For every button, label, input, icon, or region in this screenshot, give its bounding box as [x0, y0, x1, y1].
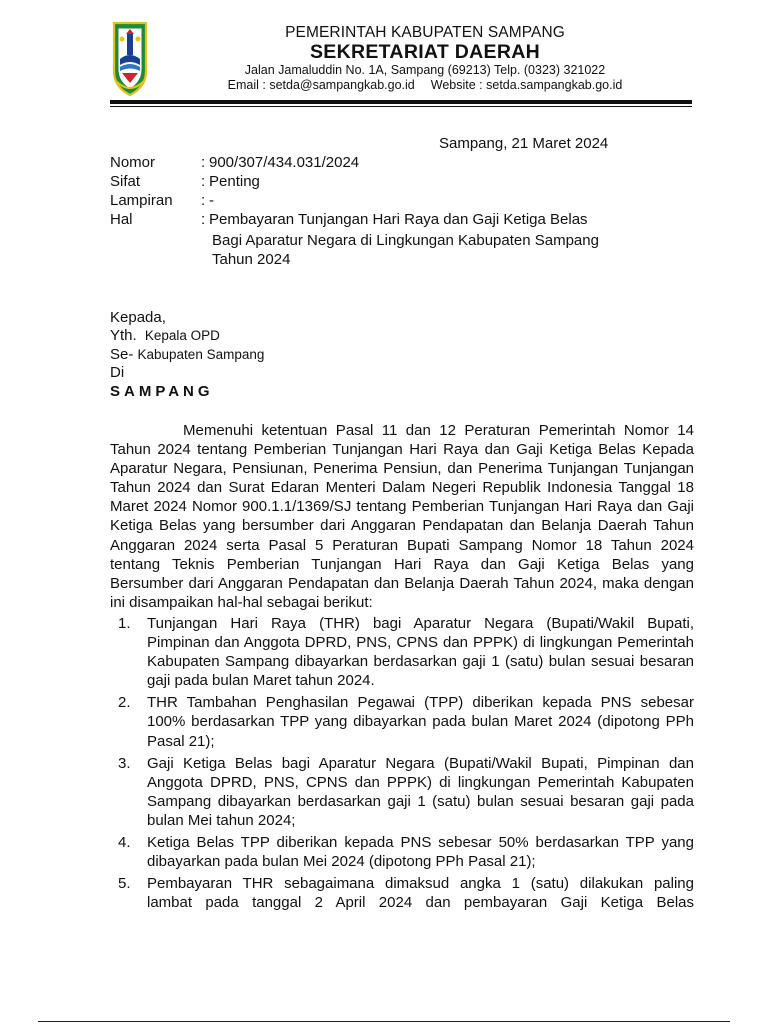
- recipient-name: Kepala OPD: [144, 328, 220, 343]
- hal-label: Hal: [110, 211, 133, 228]
- recipient-yth: [110, 326, 220, 345]
- page-bottom-edge: [38, 1021, 730, 1022]
- list-item: [110, 693, 694, 750]
- list-item-line: Gaji Ketiga Belas bagi Aparatur Negara (Bupati/Wakil Bupati, Pimpinan dan: [147, 754, 694, 772]
- intro-line: Tahun 2024 dan Surat Edaran Menteri Dalam Negeri Republik Indonesia Tanggal 18: [110, 479, 694, 497]
- lampiran-colon: :: [201, 192, 206, 209]
- list-item-line: Pasal 21);: [147, 732, 215, 750]
- recipient-region: Kabupaten Sampang: [137, 347, 265, 362]
- sifat-colon: :: [201, 173, 206, 190]
- list-item-line: bulan Mei tahun 2024;: [147, 811, 296, 829]
- sifat-value: Penting: [209, 173, 260, 190]
- recipient-kepada: Kepada,: [110, 309, 166, 326]
- list-item-line: Sampang dibayarkan berdasarkan gaji 1 (satu) bulan sesuai besaran gaji pada: [147, 792, 694, 810]
- letterhead-website: Website : setda.sampangkab.go.id: [430, 78, 623, 92]
- intro-line: ini disampaikan hal-hal sebagai berikut:: [110, 593, 373, 611]
- intro-line: Bersumber dari Anggaran Pendapatan dan Belanja Daerah Tahun 2024, maka dengan: [110, 574, 694, 592]
- lampiran-label: Lampiran: [110, 192, 173, 209]
- lampiran-value: -: [209, 192, 214, 209]
- intro-paragraph: [110, 421, 694, 612]
- intro-line: Aparatur Negara, Pensiunan, Penerima Pensiun, dan Penerima Tunjangan Tunjangan: [110, 460, 694, 478]
- letterhead-divider-thin: [110, 106, 692, 107]
- intro-line: Maret 2024 Nomor 900.1.1/1369/SJ tentang Pemberian Tunjangan Hari Raya dan Gaji: [110, 498, 694, 516]
- list-item-number: 3.: [118, 754, 131, 772]
- intro-line: tentang Teknis Pemberian Tunjangan Hari Raya dan Gaji Ketiga Belas yang: [110, 555, 694, 573]
- recipient-city: SAMPANG: [110, 383, 214, 400]
- letterhead-address: Jalan Jamaluddin No. 1A, Sampang (69213) Telp. (0323) 321022: [244, 63, 606, 77]
- intro-line: Ketiga Belas yang bersumber dari Anggaran Pendapatan dan Belanja Daerah Tahun: [110, 517, 694, 535]
- intro-line: Tahun 2024 tentang Pemberian Tunjangan Hari Raya dan Gaji Ketiga Belas Kepada: [110, 441, 694, 459]
- letterhead-divider-thick: [110, 100, 692, 104]
- list-item-number: 4.: [118, 834, 131, 852]
- list-item: [110, 614, 694, 690]
- letterhead-government-name: PEMERINTAH KABUPATEN SAMPANG: [285, 24, 565, 41]
- list-item-number: 2.: [118, 694, 131, 712]
- sifat-label: Sifat: [110, 173, 141, 190]
- intro-line: Anggaran 2024 serta Pasal 5 Peraturan Bupati Sampang Nomor 18 Tahun 2024: [110, 536, 694, 554]
- kabupaten-sampang-emblem-icon: [112, 21, 148, 97]
- list-item-line: Pimpinan dan Anggota DPRD, PNS, CPNS dan PPPK) di lingkungan Pemerintah: [147, 634, 694, 652]
- hal-subject-line: Bagi Aparatur Negara di Lingkungan Kabupaten Sampang: [212, 232, 599, 249]
- nomor-colon: :: [201, 154, 206, 171]
- nomor-value: 900/307/434.031/2024: [209, 154, 360, 171]
- recipient-se: [110, 345, 264, 364]
- list-item: [110, 833, 694, 871]
- list-item-number: 1.: [118, 615, 131, 632]
- list-item-line: Anggota DPRD, PNS, CPNS dan PPPK) di lingkungan Pemerintah Kabupaten: [147, 773, 694, 791]
- hal-subject-line: Tahun 2024: [212, 251, 291, 268]
- hal-colon: :: [201, 211, 206, 228]
- recipient-yth-prefix: Yth.: [110, 327, 137, 344]
- recipient-se-prefix: Se-: [110, 346, 134, 363]
- list-item: [110, 754, 694, 830]
- nomor-label: Nomor: [110, 154, 156, 171]
- hal-subject-line: Pembayaran Tunjangan Hari Raya dan Gaji Ketiga Belas: [209, 211, 588, 228]
- list-item-line: Kabupaten Sampang dibayarkan berdasarkan gaji 1 (satu) bulan sesuai besaran: [147, 653, 694, 671]
- list-item-number: 5.: [118, 875, 131, 893]
- list-item-line: lambat pada tanggal 2 April 2024 dan pembayaran Gaji Ketiga Belas: [147, 894, 694, 912]
- letter-date: Sampang, 21 Maret 2024: [439, 135, 609, 152]
- letterhead-contact: [150, 78, 700, 92]
- points-list: [110, 614, 694, 915]
- letterhead-office-name: SEKRETARIAT DAERAH: [309, 41, 540, 63]
- list-item-line: gaji pada bulan Maret tahun 2024.: [147, 672, 375, 690]
- list-item-line: 100% berdasarkan TPP yang dibayarkan pada bulan Maret 2024 (dipotong PPh: [147, 713, 694, 731]
- list-item-line: Tunjangan Hari Raya (THR) bagi Aparatur Negara (Bupati/Wakil Bupati,: [147, 615, 694, 632]
- list-item: [110, 874, 694, 912]
- intro-line: Memenuhi ketentuan Pasal 11 dan 12 Peraturan Pemerintah Nomor 14: [183, 422, 694, 439]
- list-item-line: dibayarkan pada bulan Mei 2024 (dipotong PPh Pasal 21);: [147, 853, 536, 871]
- list-item-line: THR Tambahan Penghasilan Pegawai (TPP) diberikan kepada PNS sebesar: [147, 694, 694, 712]
- list-item-line: Pembayaran THR sebagaimana dimaksud angka 1 (satu) dilakukan paling: [147, 875, 694, 893]
- list-item-line: Ketiga Belas TPP diberikan kepada PNS sebesar 50% berdasarkan TPP yang: [147, 834, 694, 852]
- letterhead-email: Email : setda@sampangkab.go.id: [227, 78, 415, 92]
- recipient-di: Di: [110, 364, 125, 381]
